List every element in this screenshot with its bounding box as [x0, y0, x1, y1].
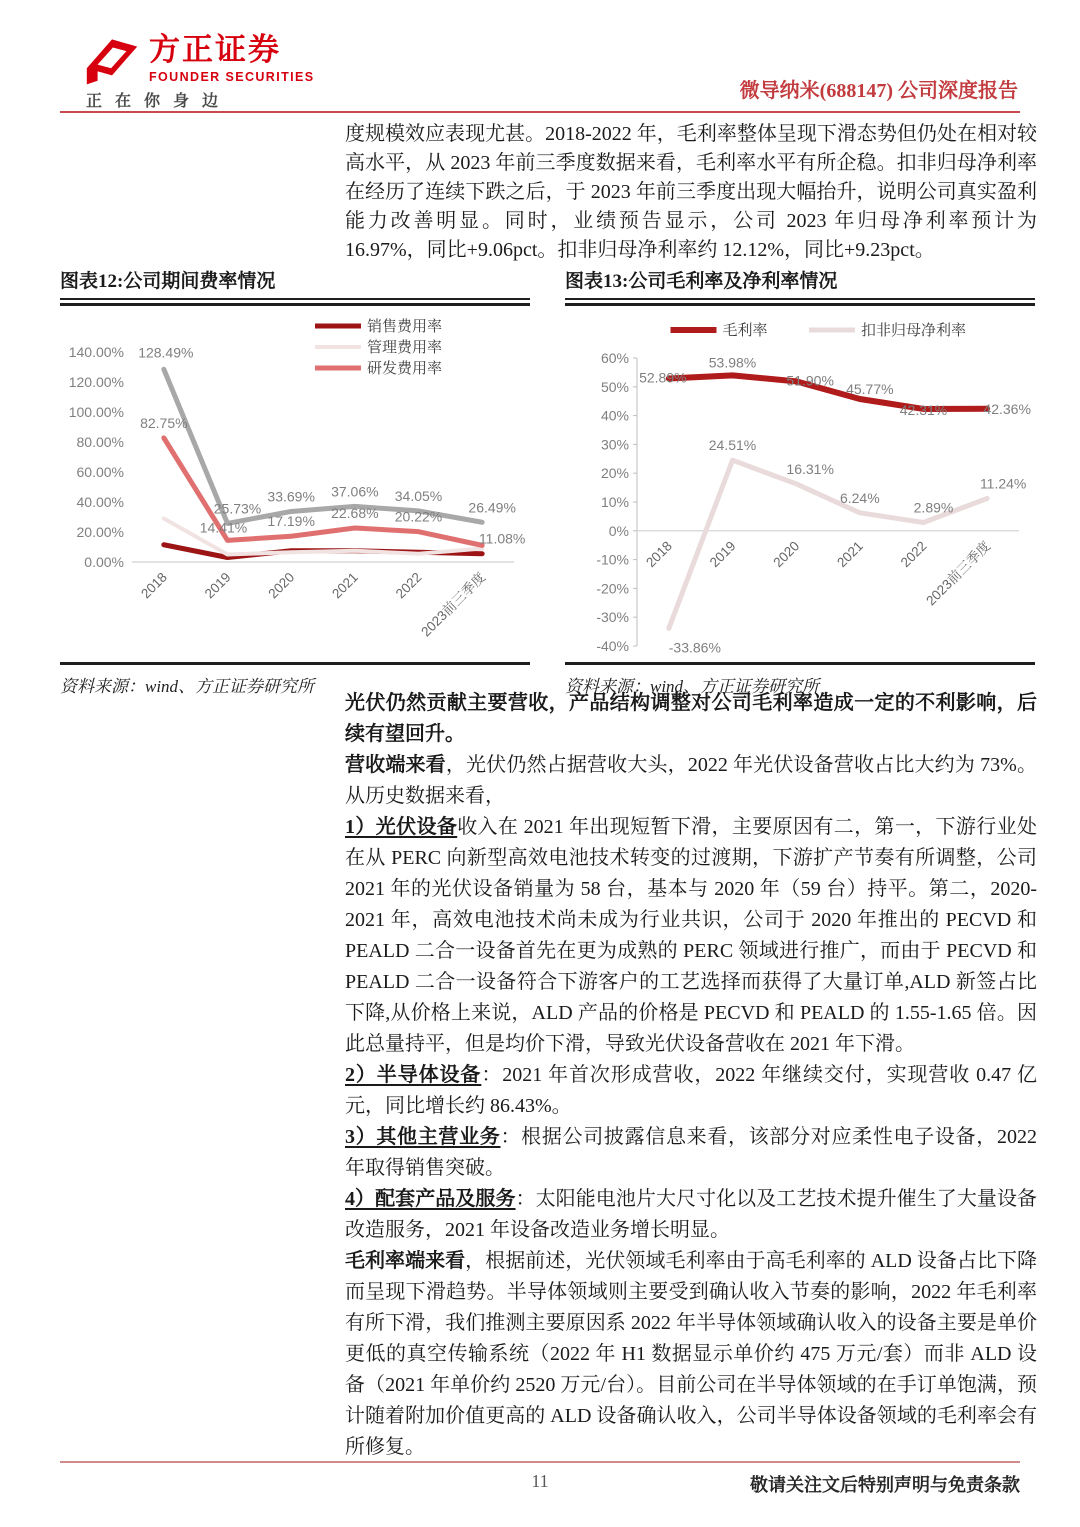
paragraph: 营收端来看，光伏仍然占据营收大头，2022 年光伏设备营收占比大约为 73%。从历史数据来看， — [345, 754, 1037, 807]
svg-text:30%: 30% — [600, 436, 629, 453]
svg-text:16.31%: 16.31% — [786, 460, 834, 477]
figure-12 — [60, 266, 530, 697]
paragraph: 1）光伏设备收入在 2021 年出现短暂下滑，主要原因有二，第一，下游行业处在从 PERC 向新型高效电池技术转变的过渡期，下游扩产节奏有所调整，公司 2021 年的光伏设备销量为 58 台，基本与 2020 年（59 台）持平。第二，2020-2021 年，高效电池技术尚未成为行业共识，公司于 2020 年推出的 PECVD 和 PEALD 二合一设备首先在更为成熟的 PERC 领域进行推广，而由于 PECVD 和 PEALD 二合一设备符合下游客户的工艺选择而获得了大量订单,ALD 新签占比下降,从价格上来说，ALD 产品的价格是 PECVD 和 PEALD 的 1.55-1.65 倍。因此总量持平，但是均价下滑，导致光伏设备营收在 2021 年下滑。 — [345, 816, 1038, 1055]
svg-text:毛利率: 毛利率 — [722, 323, 768, 339]
figure-13 — [565, 266, 1035, 697]
svg-text:2020: 2020 — [770, 538, 803, 571]
svg-text:20.22%: 20.22% — [394, 508, 443, 525]
logo-cn-text: 方正证券 — [149, 32, 281, 67]
svg-text:40.00%: 40.00% — [76, 494, 124, 510]
svg-text:53.98%: 53.98% — [708, 354, 757, 371]
body-paragraphs — [345, 688, 1037, 1463]
figure-13-source: 资料来源：wind、方正证券研究所 — [565, 677, 820, 696]
svg-text:10%: 10% — [600, 494, 629, 510]
svg-text:2019: 2019 — [706, 538, 739, 571]
svg-text:100.00%: 100.00% — [68, 404, 124, 420]
svg-text:-33.86%: -33.86% — [668, 639, 721, 656]
founder-logo-icon — [85, 34, 139, 88]
svg-text:0.00%: 0.00% — [84, 554, 124, 570]
svg-text:45.77%: 45.77% — [846, 380, 894, 397]
svg-text:管理费用率: 管理费用率 — [367, 340, 443, 356]
svg-text:34.05%: 34.05% — [394, 487, 443, 504]
svg-text:-40%: -40% — [596, 638, 629, 654]
header-divider — [60, 111, 1020, 113]
svg-text:11.08%: 11.08% — [478, 530, 526, 547]
svg-text:17.19%: 17.19% — [267, 513, 315, 530]
svg-text:-20%: -20% — [596, 580, 629, 597]
svg-text:80.00%: 80.00% — [76, 434, 124, 450]
paragraph: 3）其他主营业务：根据公司披露信息来看，该部分对应柔性电子设备，2022 年取得销售突破。 — [345, 1126, 1037, 1179]
svg-text:2023前三季度: 2023前三季度 — [923, 538, 994, 609]
svg-text:2018: 2018 — [138, 569, 170, 602]
svg-text:51.90%: 51.90% — [786, 372, 834, 389]
svg-text:2022: 2022 — [897, 538, 930, 571]
svg-text:销售费用率: 销售费用率 — [367, 319, 443, 335]
svg-text:2023前三季度: 2023前三季度 — [418, 569, 489, 640]
paragraph: 毛利率端来看，根据前述，光伏领域毛利率由于高毛利率的 ALD 设备占比下降而呈现下滑趋势。半导体领域则主要受到确认收入节奏的影响，2022 年毛利率有所下滑，我们推测主要原因系 2022 年半导体领域确认收入的设备主要是单价更低的真空传输系统（2022 年 H1 数据显示单价约 475 万元/套）而非 ALD 设备（2021 年单价约 2520 万元/台）。目前公司在半导体领域的在手订单饱满，预计随着附加价值更高的 ALD 设备确认收入，公司半导体设备领域的毛利率会有所修复。 — [345, 1250, 1038, 1458]
svg-text:128.49%: 128.49% — [138, 344, 194, 361]
svg-text:20%: 20% — [600, 465, 629, 482]
page-number: 11 — [531, 1471, 549, 1491]
founder-logo — [85, 34, 315, 88]
figure-13-title: 图表13:公司毛利率及净利率情况 — [565, 271, 838, 292]
svg-text:25.73%: 25.73% — [213, 500, 262, 517]
svg-text:60.00%: 60.00% — [76, 464, 124, 480]
figure-title-rule — [565, 298, 1035, 306]
svg-text:60%: 60% — [600, 350, 629, 366]
margin-line-chart — [565, 312, 1035, 662]
report-header-label: 微导纳米(688147) 公司深度报告 — [739, 80, 1018, 102]
svg-text:2021: 2021 — [329, 569, 361, 602]
logo-slogan: 正在你身边 — [86, 93, 232, 110]
svg-text:2021: 2021 — [834, 538, 866, 571]
svg-text:6.24%: 6.24% — [839, 489, 880, 506]
logo-en-text: FOUNDER SECURITIES — [149, 70, 315, 84]
paragraph: 4）配套产品及服务：太阳能电池片大尺寸化以及工艺技术提升催生了大量设备改造服务，2021 年设备改造业务增长明显。 — [345, 1188, 1038, 1241]
svg-text:2020: 2020 — [265, 569, 298, 602]
svg-text:2022: 2022 — [392, 569, 425, 602]
svg-text:52.89%: 52.89% — [639, 369, 687, 386]
svg-text:11.24%: 11.24% — [979, 475, 1027, 492]
svg-text:42.36%: 42.36% — [983, 400, 1031, 417]
expense-ratio-line-chart — [60, 312, 530, 662]
svg-text:2018: 2018 — [643, 538, 675, 571]
svg-text:40%: 40% — [600, 407, 629, 424]
svg-text:0%: 0% — [608, 522, 629, 539]
svg-text:82.75%: 82.75% — [140, 414, 188, 431]
paragraph: 2）半导体设备：2021 年首次形成营收，2022 年继续交付，实现营收 0.47 亿元，同比增长约 86.43%。 — [345, 1064, 1038, 1117]
svg-text:22.68%: 22.68% — [331, 504, 379, 521]
svg-text:扣非归母净利率: 扣非归母净利率 — [861, 323, 967, 339]
svg-text:37.06%: 37.06% — [331, 483, 379, 500]
paragraph: 光伏仍然贡献主要营收，产品结构调整对公司毛利率造成一定的不利影响，后续有望回升。 — [345, 692, 1037, 745]
svg-text:33.69%: 33.69% — [267, 488, 315, 505]
page-footer — [60, 1461, 1020, 1503]
svg-text:-10%: -10% — [596, 551, 629, 568]
intro-paragraph: 度规模效应表现尤甚。2018-2022 年，毛利率整体呈现下滑态势但仍处在相对较高水平，从 2023 年前三季度数据来看，毛利率水平有所企稳。扣非归母净利率在经历了连续下跌之后，于 2023 年前三季度出现大幅抬升，说明公司真实盈利能力改善明显。同时，业绩预告显示，公司 2023 年归母净利率预计为 16.97%，同比+9.06pct。扣非归母净利率约 12.12%，同比+9.23pct。 — [345, 123, 1037, 261]
figures-row — [60, 266, 1035, 697]
svg-text:2.89%: 2.89% — [913, 499, 954, 516]
footer-disclaimer: 敬请关注文后特别声明与免责条款 — [750, 1475, 1020, 1495]
svg-text:2019: 2019 — [201, 569, 234, 602]
svg-text:研发费用率: 研发费用率 — [367, 361, 443, 377]
svg-text:-30%: -30% — [596, 609, 629, 626]
svg-text:42.31%: 42.31% — [899, 401, 948, 418]
figure-title-rule — [60, 298, 530, 306]
svg-text:50%: 50% — [600, 378, 629, 395]
svg-text:120.00%: 120.00% — [68, 374, 124, 390]
figure-12-title: 图表12:公司期间费率情况 — [60, 271, 276, 292]
figure-12-source: 资料来源：wind、方正证券研究所 — [60, 677, 315, 696]
svg-text:140.00%: 140.00% — [68, 344, 124, 360]
svg-text:26.49%: 26.49% — [468, 499, 516, 516]
svg-text:24.51%: 24.51% — [708, 437, 757, 454]
svg-text:14.41%: 14.41% — [199, 519, 248, 536]
svg-text:20.00%: 20.00% — [76, 524, 124, 540]
